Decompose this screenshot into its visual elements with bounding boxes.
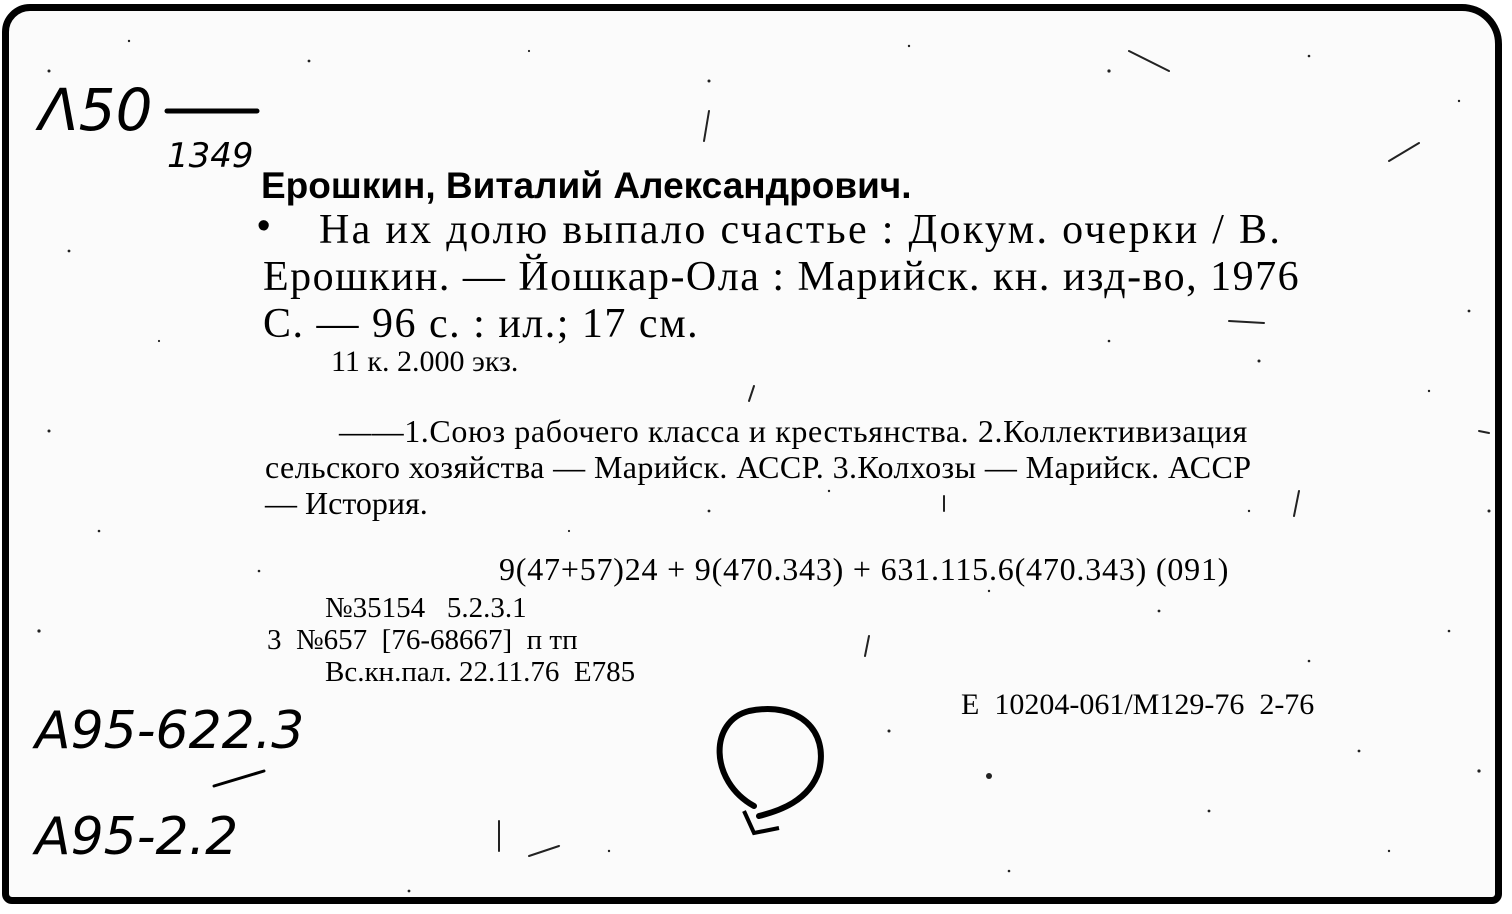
catalog-card bbox=[2, 4, 1502, 904]
description-line-3: С. — 96 с. : ил.; 17 см. bbox=[263, 301, 700, 347]
shelf-mark: Λ50 bbox=[39, 76, 153, 144]
subjects-line-3: — История. bbox=[265, 485, 428, 521]
price-copies: 11 к. 2.000 экз. bbox=[331, 345, 519, 378]
order-number: 3 №657 [76-68667] п тп bbox=[267, 624, 578, 656]
description-line-2: Ерошкин. — Йошкар-Ола : Марийск. кн. изд-во, 1976 bbox=[263, 254, 1301, 300]
subjects-line-2: сельского хозяйства — Марийск. АССР. 3.Колхозы — Марийск. АССР bbox=[265, 449, 1252, 485]
chamber-date: Вс.кн.пал. 22.11.76 Е785 bbox=[325, 656, 636, 688]
bullet-mark: • bbox=[257, 205, 271, 247]
handwritten-code-2: A95-2.2 bbox=[35, 807, 239, 867]
subjects-line-1: ——1.Союз рабочего класса и крестьянства. 2.Коллективизация bbox=[339, 413, 1248, 449]
handwritten-number: 1349 bbox=[167, 136, 254, 176]
publisher-code: Е 10204-061/М129-76 2-76 bbox=[961, 688, 1315, 721]
record-number: №35154 5.2.3.1 bbox=[325, 592, 527, 624]
handwritten-code-1: A95-622.3 bbox=[35, 701, 305, 761]
ink-loop-mark bbox=[720, 709, 821, 816]
classification-index: 9(47+57)24 + 9(470.343) + 631.115.6(470.343) (091) bbox=[499, 551, 1230, 587]
author-heading: Ерошкин, Виталий Александрович. bbox=[261, 165, 912, 206]
description-line-1: На их долю выпало счастье : Докум. очерки / В. bbox=[319, 207, 1283, 253]
